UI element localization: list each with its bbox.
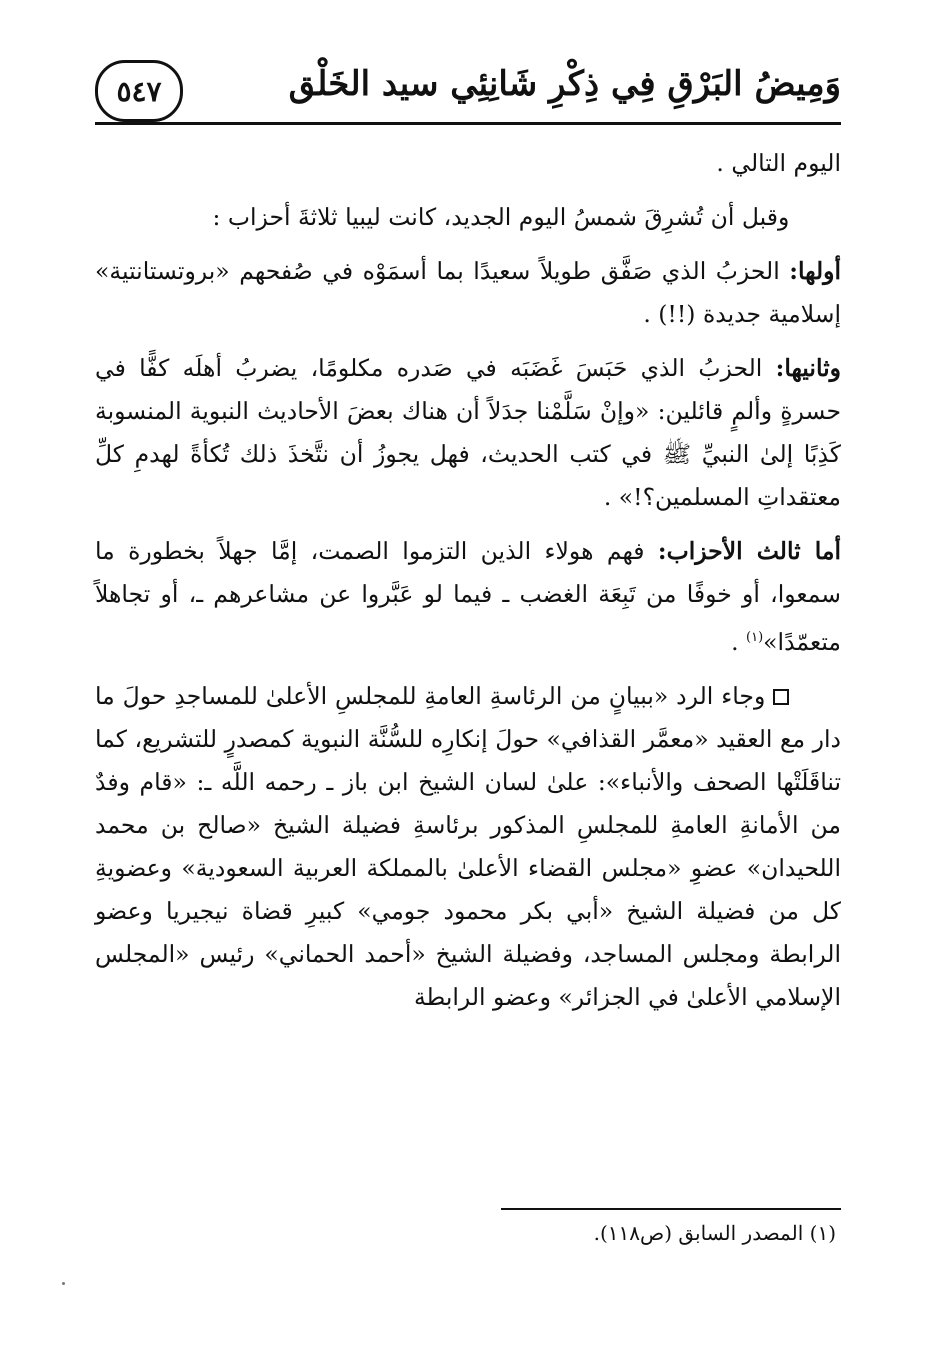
header-rule bbox=[95, 122, 841, 125]
footnote: (١) المصدر السابق (ص١١٨). bbox=[593, 1221, 836, 1245]
footnote-ref: (١) bbox=[746, 630, 764, 645]
paragraph-lead: أما ثالث الأحزاب: bbox=[657, 537, 841, 565]
paragraph-end: . bbox=[731, 627, 747, 656]
paragraph-text: الحزبُ الذي صَفَّق طويلاً سعيدًا بما أسمَوْه في صُفحهم «بروتستانتية» إسلامية جديدة (!!) . bbox=[95, 257, 841, 328]
paragraph: وقبل أن تُشرِقَ شمسُ اليوم الجديد، كانت ليبيا ثلاثةَ أحزاب : bbox=[212, 203, 790, 231]
paragraph bbox=[95, 347, 841, 519]
paragraph bbox=[95, 675, 841, 1019]
paragraph-lead: أولها: bbox=[789, 257, 841, 285]
page-header bbox=[95, 58, 841, 120]
paragraph-text: الحزبُ الذي حَبَسَ غَضَبَه في صَدره مكلومًا، يضربُ أهلَه كفًّا في حسرةٍ وألمٍ قائلين: «وإنْ سَلَّمْنا جدَلاً أن هناك بعضَ الأحاديث النبوية المنسوبة كَذِبًا إلىٰ النبيِّ ﷺ في كتب الحديث، فهل يجوزُ أن نتَّخذَ ذلك تُكأةً لهدمِ كلِّ معتقداتِ المسلمين؟!» . bbox=[95, 354, 841, 511]
paragraph-lead: وثانيها: bbox=[775, 354, 841, 382]
paragraph-text: وجاء الرد «ببيانٍ من الرئاسةِ العامةِ للمجلسِ الأعلىٰ للمساجدِ حولَ ما دار مع العقيد «معمَّر القذافي» حولَ إنكارِه للسُّنَّة النبوية كمصدرٍ للتشريع، كما تناقَلَتْها الصحف والأنباء»: علىٰ لسان الشيخ ابن باز ـ رحمه اللَّه ـ: «قام وفدٌ من الأمانةِ العامةِ للمجلسِ المذكور برئاسةِ فضيلة الشيخ «صالح بن محمد اللحيدان» عضوِ «مجلس القضاء الأعلىٰ بالمملكة العربية السعودية» وعضويةِ كل من فضيلة الشيخ «أبي بكر محمود جومي» كبيرِ قضاة نيجيريا وعضو الرابطة ومجلس المساجد، وفضيلة الشيخ «أحمد الحماني» رئيس «المجلس الإسلامي الأعلىٰ في الجزائر» وعضو الرابطة bbox=[95, 681, 841, 1011]
square-bullet-icon bbox=[773, 689, 789, 705]
paragraph bbox=[95, 250, 841, 336]
paragraph-text: فهم هولاء الذين التزموا الصمت، إمَّا جهلاً بخطورة ما سمعوا، أو خوفًا من تَبِعَة الغضب ـ فيما لو عَبَّروا عن مشاعرهم ـ، أو تجاهلاً متعمّدًا» bbox=[95, 537, 841, 656]
running-title: وَمِيضُ البَرْقِ فِي ذِكْرِ شَانِئِي سيد الخَلْق bbox=[288, 64, 841, 104]
scan-speck bbox=[62, 1282, 65, 1285]
paragraph bbox=[95, 530, 841, 664]
footnote-rule bbox=[501, 1208, 841, 1210]
page-number-badge: ٥٤٧ bbox=[95, 60, 183, 122]
body-text bbox=[95, 142, 841, 1030]
paragraph: اليوم التالي . bbox=[716, 149, 841, 177]
